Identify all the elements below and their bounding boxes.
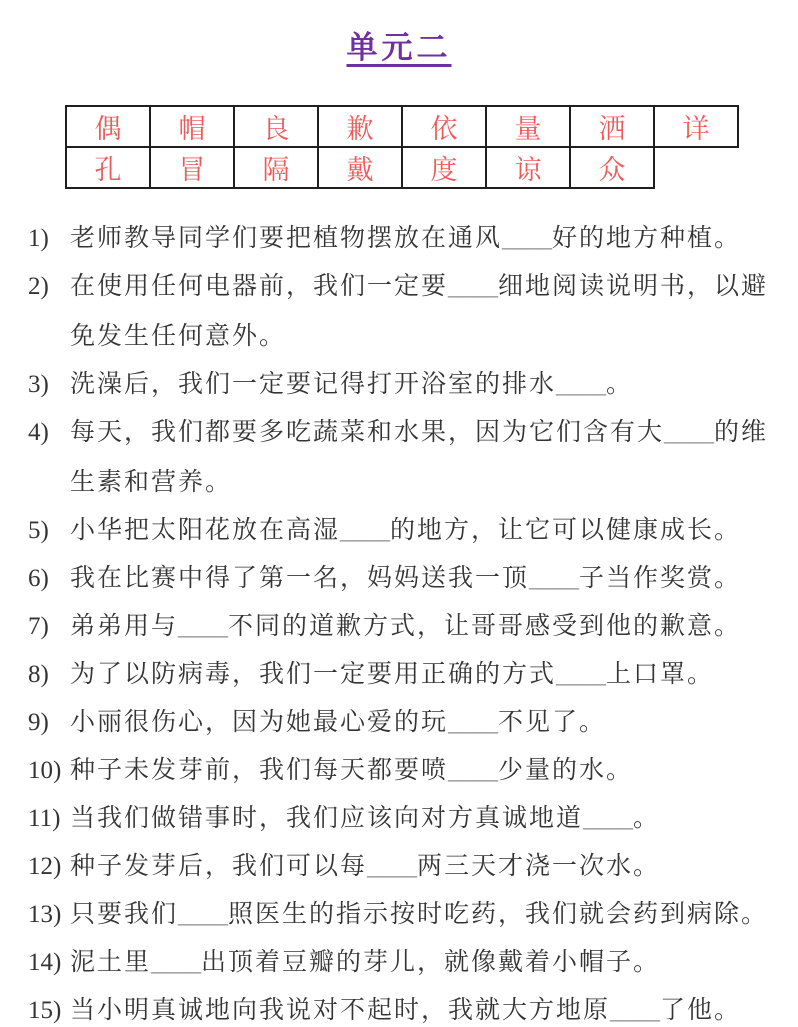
question-item (28, 658, 798, 692)
question-item (28, 562, 798, 596)
word-cell: 良 (234, 106, 318, 147)
question-number: 4) (28, 419, 49, 446)
question-text: 老师教导同学们要把植物摆放在通风____好的地方种植。 (70, 225, 742, 252)
question-text: 小华把太阳花放在高湿____的地方，让它可以健康成长。 (70, 517, 742, 544)
word-cell: 众 (570, 147, 654, 188)
question-item (28, 368, 798, 402)
question-text: 当小明真诚地向我说对不起时，我就大方地原____了他。 (70, 997, 742, 1024)
question-text: 生素和营养。 (70, 469, 233, 496)
fill-in-blank: ____ (151, 949, 202, 976)
word-cell: 量 (486, 106, 570, 147)
word-bank-row-1 (66, 106, 738, 147)
question-item (28, 898, 798, 932)
question-text: 泥土里____出顶着豆瓣的芽儿，就像戴着小帽子。 (70, 949, 661, 976)
fill-in-blank: ____ (178, 901, 229, 928)
question-number: 14) (28, 949, 62, 976)
question-item (28, 946, 798, 980)
question-number: 12) (28, 853, 62, 880)
question-text: 在使用任何电器前，我们一定要____细地阅读说明书，以避 (70, 273, 769, 300)
question-text: 种子发芽后，我们可以每____两三天才浇一次水。 (70, 853, 661, 880)
fill-in-blank: ____ (448, 709, 499, 736)
question-item (28, 994, 798, 1027)
question-number: 5) (28, 517, 49, 544)
question-text: 我在比赛中得了第一名，妈妈送我一顶____子当作奖赏。 (70, 565, 742, 592)
page-title: 单元二 (346, 30, 452, 65)
question-number: 2) (28, 273, 49, 300)
word-cell: 偶 (66, 106, 150, 147)
question-text: 每天，我们都要多吃蔬菜和水果，因为它们含有大____的维 (70, 419, 769, 446)
fill-in-blank: ____ (610, 997, 661, 1024)
question-text: 只要我们____照医生的指示按时吃药，我们就会药到病除。 (70, 901, 769, 928)
word-cell: 隔 (234, 147, 318, 188)
fill-in-blank: ____ (178, 613, 229, 640)
word-cell: 帽 (150, 106, 234, 147)
fill-in-blank: ____ (664, 419, 715, 446)
question-text: 免发生任何意外。 (70, 323, 287, 350)
question-item (28, 754, 798, 788)
question-number: 1) (28, 225, 49, 252)
question-item (28, 270, 798, 354)
fill-in-blank: ____ (367, 853, 418, 880)
question-number: 8) (28, 661, 49, 688)
word-cell: 孔 (66, 147, 150, 188)
question-number: 6) (28, 565, 49, 592)
question-item (28, 514, 798, 548)
fill-in-blank: ____ (340, 517, 391, 544)
question-number: 3) (28, 371, 49, 398)
question-number: 15) (28, 997, 62, 1024)
word-cell: 冒 (150, 147, 234, 188)
question-number: 9) (28, 709, 49, 736)
fill-in-blank: ____ (448, 757, 499, 784)
word-cell: 戴 (318, 147, 402, 188)
fill-in-blank: ____ (529, 565, 580, 592)
word-bank-table (65, 105, 739, 189)
question-item (28, 610, 798, 644)
question-text: 为了以防病毒，我们一定要用正确的方式____上口罩。 (70, 661, 715, 688)
word-cell: 详 (654, 106, 738, 147)
word-cell: 谅 (486, 147, 570, 188)
question-list (28, 222, 798, 1027)
question-item (28, 850, 798, 884)
question-number: 11) (28, 805, 61, 832)
question-text: 洗澡后，我们一定要记得打开浴室的排水____。 (70, 371, 634, 398)
word-cell: 度 (402, 147, 486, 188)
word-bank-row-2 (66, 147, 738, 188)
fill-in-blank: ____ (556, 371, 607, 398)
question-number: 10) (28, 757, 62, 784)
word-cell: 歉 (318, 106, 402, 147)
question-text: 弟弟用与____不同的道歉方式，让哥哥感受到他的歉意。 (70, 613, 742, 640)
question-item (28, 706, 798, 740)
word-cell: 依 (402, 106, 486, 147)
question-item (28, 416, 798, 500)
fill-in-blank: ____ (502, 225, 553, 252)
question-text: 当我们做错事时，我们应该向对方真诚地道____。 (70, 805, 661, 832)
word-cell: 洒 (570, 106, 654, 147)
question-number: 7) (28, 613, 49, 640)
fill-in-blank: ____ (556, 661, 607, 688)
fill-in-blank: ____ (583, 805, 634, 832)
question-text: 小丽很伤心，因为她最心爱的玩____不见了。 (70, 709, 607, 736)
question-number: 13) (28, 901, 62, 928)
fill-in-blank: ____ (448, 273, 499, 300)
question-text: 种子未发芽前，我们每天都要喷____少量的水。 (70, 757, 634, 784)
question-item (28, 802, 798, 836)
question-item (28, 222, 798, 256)
